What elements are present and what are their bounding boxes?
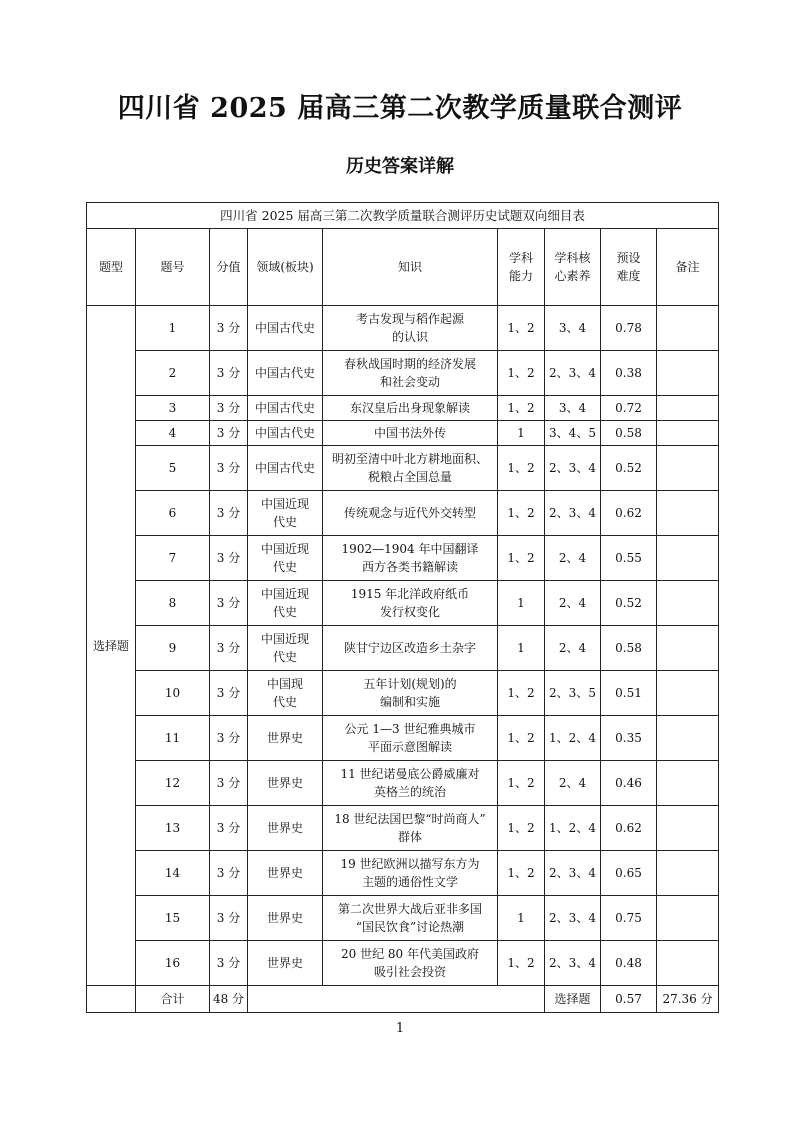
question-difficulty: 0.52	[601, 581, 657, 626]
question-ability: 1、2	[498, 851, 545, 896]
question-note	[657, 421, 719, 446]
question-domain: 世界史	[248, 896, 323, 941]
question-ability: 1、2	[498, 716, 545, 761]
question-knowledge: 春秋战国时期的经济发展 和社会变动	[323, 351, 498, 396]
page-number: 1	[395, 1021, 405, 1036]
question-ability: 1、2	[498, 396, 545, 421]
question-ability: 1、2	[498, 351, 545, 396]
question-note	[657, 896, 719, 941]
question-ability: 1、2	[498, 491, 545, 536]
question-ability: 1	[498, 896, 545, 941]
question-knowledge: 1915 年北洋政府纸币 发行权变化	[323, 581, 498, 626]
total-blank	[248, 986, 545, 1013]
table-row	[87, 716, 719, 761]
question-note	[657, 306, 719, 351]
table-row	[87, 491, 719, 536]
question-score: 3 分	[210, 761, 248, 806]
question-domain: 中国古代史	[248, 351, 323, 396]
question-note	[657, 351, 719, 396]
table-row	[87, 626, 719, 671]
question-score: 3 分	[210, 421, 248, 446]
question-difficulty: 0.51	[601, 671, 657, 716]
question-score: 3 分	[210, 581, 248, 626]
question-domain: 中国古代史	[248, 306, 323, 351]
question-literacy: 1、2、4	[545, 806, 601, 851]
question-difficulty: 0.72	[601, 396, 657, 421]
question-number: 8	[136, 581, 210, 626]
question-ability: 1、2	[498, 941, 545, 986]
question-number: 15	[136, 896, 210, 941]
question-score: 3 分	[210, 851, 248, 896]
table-row	[87, 806, 719, 851]
question-number: 4	[136, 421, 210, 446]
table-row	[87, 581, 719, 626]
question-domain: 世界史	[248, 716, 323, 761]
total-row	[87, 986, 719, 1013]
question-difficulty: 0.48	[601, 941, 657, 986]
table-caption: 四川省 2025 届高三第二次教学质量联合测评历史试题双向细目表	[87, 203, 719, 229]
question-literacy: 2、3、4	[545, 491, 601, 536]
question-literacy: 2、4	[545, 761, 601, 806]
question-difficulty: 0.58	[601, 421, 657, 446]
question-literacy: 2、3、4	[545, 446, 601, 491]
question-literacy: 2、3、5	[545, 671, 601, 716]
total-empty	[87, 986, 136, 1013]
table-row	[87, 851, 719, 896]
question-knowledge: 18 世纪法国巴黎“时尚商人” 群体	[323, 806, 498, 851]
question-ability: 1、2	[498, 536, 545, 581]
question-difficulty: 0.35	[601, 716, 657, 761]
question-domain: 中国近现 代史	[248, 626, 323, 671]
question-score: 3 分	[210, 806, 248, 851]
table-row	[87, 351, 719, 396]
question-domain: 世界史	[248, 806, 323, 851]
question-difficulty: 0.65	[601, 851, 657, 896]
question-difficulty: 0.58	[601, 626, 657, 671]
question-domain: 中国古代史	[248, 446, 323, 491]
question-knowledge: 传统观念与近代外交转型	[323, 491, 498, 536]
question-note	[657, 941, 719, 986]
question-difficulty: 0.46	[601, 761, 657, 806]
header-ability: 学科 能力	[498, 229, 545, 306]
table-row	[87, 536, 719, 581]
question-knowledge: 中国书法外传	[323, 421, 498, 446]
question-knowledge: 20 世纪 80 年代美国政府 吸引社会投资	[323, 941, 498, 986]
question-number: 10	[136, 671, 210, 716]
table-row	[87, 396, 719, 421]
question-knowledge: 第二次世界大战后亚非多国 “国民饮食”讨论热潮	[323, 896, 498, 941]
specification-table	[86, 202, 719, 1013]
header-type: 题型	[87, 229, 136, 306]
question-ability: 1	[498, 581, 545, 626]
question-literacy: 2、3、4	[545, 941, 601, 986]
question-literacy: 3、4	[545, 396, 601, 421]
question-difficulty: 0.62	[601, 491, 657, 536]
question-score: 3 分	[210, 671, 248, 716]
question-note	[657, 851, 719, 896]
question-note	[657, 671, 719, 716]
header-difficulty: 预设 难度	[601, 229, 657, 306]
question-domain: 中国现 代史	[248, 671, 323, 716]
question-score: 3 分	[210, 941, 248, 986]
question-score: 3 分	[210, 396, 248, 421]
question-number: 14	[136, 851, 210, 896]
question-knowledge: 11 世纪诺曼底公爵威廉对 英格兰的统治	[323, 761, 498, 806]
table-header-row	[87, 229, 719, 306]
question-number: 13	[136, 806, 210, 851]
question-number: 7	[136, 536, 210, 581]
question-literacy: 3、4	[545, 306, 601, 351]
question-literacy: 1、2、4	[545, 716, 601, 761]
question-number: 11	[136, 716, 210, 761]
header-knowledge: 知识	[323, 229, 498, 306]
question-number: 3	[136, 396, 210, 421]
section-label: 选择题	[87, 306, 136, 986]
document-title: 四川省 2025 届高三第二次教学质量联合测评	[117, 93, 683, 124]
total-label: 合计	[136, 986, 210, 1013]
table-row	[87, 671, 719, 716]
question-difficulty: 0.62	[601, 806, 657, 851]
question-score: 3 分	[210, 491, 248, 536]
table-row	[87, 306, 719, 351]
header-literacy: 学科核 心素养	[545, 229, 601, 306]
question-note	[657, 446, 719, 491]
question-domain: 世界史	[248, 761, 323, 806]
question-literacy: 2、3、4	[545, 896, 601, 941]
question-domain: 世界史	[248, 941, 323, 986]
question-number: 1	[136, 306, 210, 351]
document-subtitle: 历史答案详解	[346, 156, 454, 177]
table-row	[87, 941, 719, 986]
question-score: 3 分	[210, 446, 248, 491]
question-knowledge: 五年计划(规划)的 编制和实施	[323, 671, 498, 716]
question-ability: 1、2	[498, 761, 545, 806]
question-domain: 中国近现 代史	[248, 581, 323, 626]
question-literacy: 2、3、4	[545, 351, 601, 396]
question-ability: 1、2	[498, 306, 545, 351]
question-note	[657, 396, 719, 421]
question-difficulty: 0.78	[601, 306, 657, 351]
question-score: 3 分	[210, 716, 248, 761]
table-row	[87, 896, 719, 941]
question-score: 3 分	[210, 896, 248, 941]
question-score: 3 分	[210, 351, 248, 396]
question-note	[657, 806, 719, 851]
question-knowledge: 陕甘宁边区改造乡土杂字	[323, 626, 498, 671]
header-num: 题号	[136, 229, 210, 306]
question-note	[657, 491, 719, 536]
question-number: 2	[136, 351, 210, 396]
question-difficulty: 0.52	[601, 446, 657, 491]
question-note	[657, 626, 719, 671]
question-knowledge: 东汉皇后出身现象解读	[323, 396, 498, 421]
question-difficulty: 0.75	[601, 896, 657, 941]
question-score: 3 分	[210, 306, 248, 351]
question-knowledge: 明初至清中叶北方耕地面积、 税粮占全国总量	[323, 446, 498, 491]
question-domain: 世界史	[248, 851, 323, 896]
question-literacy: 2、4	[545, 581, 601, 626]
question-score: 3 分	[210, 536, 248, 581]
table-row	[87, 421, 719, 446]
question-literacy: 2、4	[545, 626, 601, 671]
table-row	[87, 761, 719, 806]
table-row	[87, 446, 719, 491]
total-score: 48 分	[210, 986, 248, 1013]
question-number: 9	[136, 626, 210, 671]
question-domain: 中国古代史	[248, 421, 323, 446]
total-note: 27.36 分	[657, 986, 719, 1013]
question-number: 16	[136, 941, 210, 986]
question-knowledge: 19 世纪欧洲以描写东方为 主题的通俗性文学	[323, 851, 498, 896]
question-note	[657, 536, 719, 581]
question-knowledge: 考古发现与稻作起源 的认识	[323, 306, 498, 351]
question-note	[657, 581, 719, 626]
question-ability: 1、2	[498, 671, 545, 716]
question-literacy: 2、4	[545, 536, 601, 581]
question-number: 6	[136, 491, 210, 536]
question-difficulty: 0.38	[601, 351, 657, 396]
question-literacy: 3、4、5	[545, 421, 601, 446]
question-note	[657, 716, 719, 761]
question-knowledge: 公元 1—3 世纪雅典城市 平面示意图解读	[323, 716, 498, 761]
header-score: 分值	[210, 229, 248, 306]
question-literacy: 2、3、4	[545, 851, 601, 896]
question-domain: 中国近现 代史	[248, 536, 323, 581]
question-difficulty: 0.55	[601, 536, 657, 581]
total-difficulty: 0.57	[601, 986, 657, 1013]
question-domain: 中国近现 代史	[248, 491, 323, 536]
question-ability: 1、2	[498, 446, 545, 491]
question-domain: 中国古代史	[248, 396, 323, 421]
question-note	[657, 761, 719, 806]
header-domain: 领域(板块)	[248, 229, 323, 306]
question-ability: 1	[498, 626, 545, 671]
question-number: 12	[136, 761, 210, 806]
question-score: 3 分	[210, 626, 248, 671]
question-knowledge: 1902—1904 年中国翻译 西方各类书籍解读	[323, 536, 498, 581]
total-section: 选择题	[545, 986, 601, 1013]
question-number: 5	[136, 446, 210, 491]
question-ability: 1	[498, 421, 545, 446]
question-ability: 1、2	[498, 806, 545, 851]
header-note: 备注	[657, 229, 719, 306]
